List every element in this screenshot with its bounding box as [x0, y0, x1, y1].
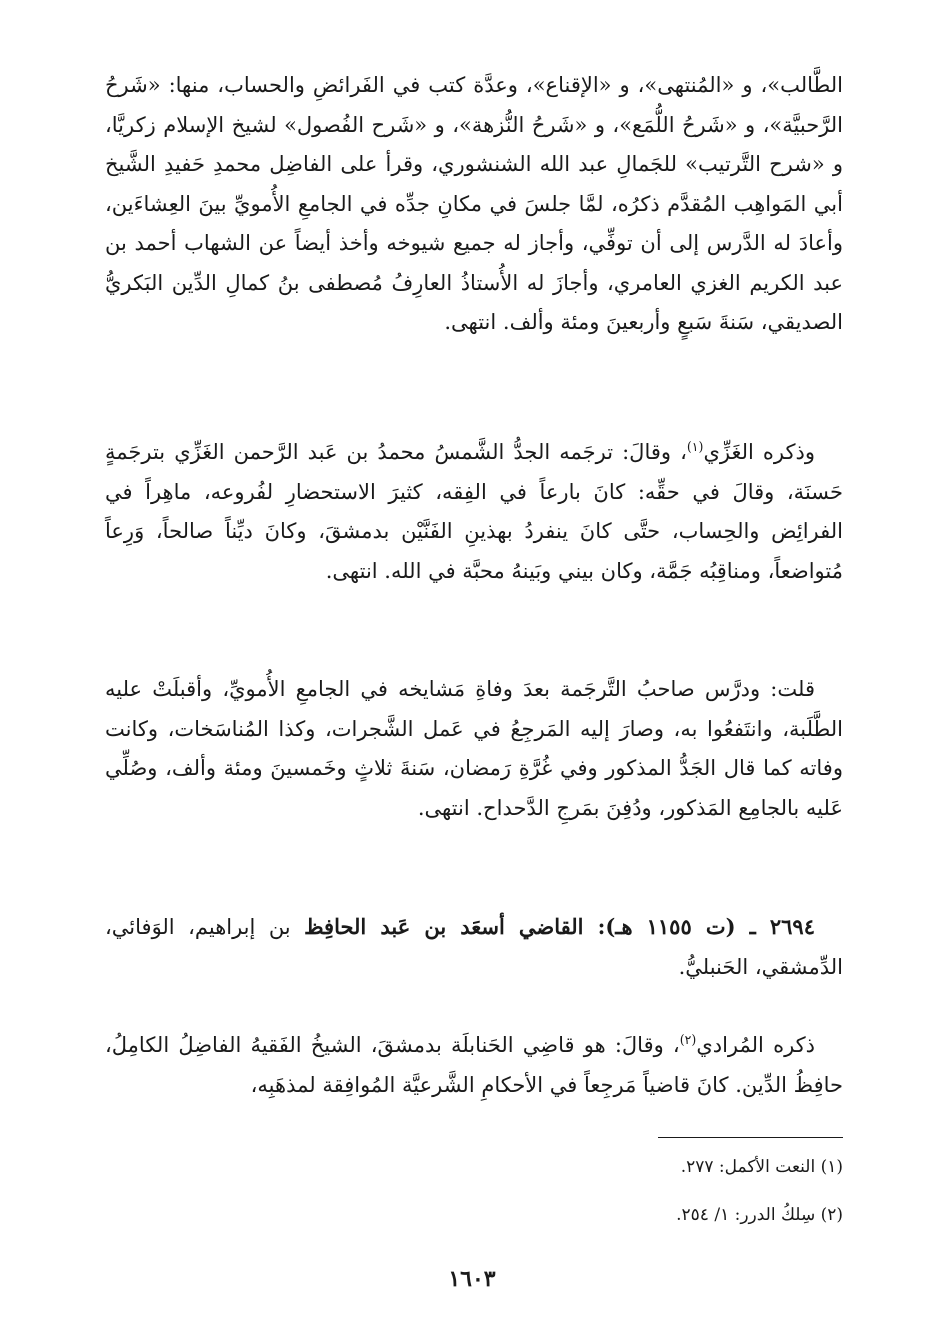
- entry-heading: [105, 907, 843, 987]
- footnote-1: (١) النعت الأكمل: ٢٧٧.: [680, 1157, 843, 1177]
- paragraph-text-rest: ، وقالَ: هو قاضِي الحَنابلَة بدمشقَ، الشيخُ الفَقيهُ الفاضِلُ الكامِلُ، حافِظُ الدِّين. كانَ قاضياً مَرجِعاً في الأحكامِ الشَّرعيَّة المُوافِقة لمذهَبِه،: [105, 1033, 843, 1097]
- paragraph-5: [105, 1026, 843, 1105]
- paragraph-text-start: وذكره الغَزِّي: [703, 440, 815, 464]
- entry-number-and-name: ٢٦٩٤ ـ (ت ١١٥٥ هـ): القاضي أسعَد بن عَبد الحافِظ: [304, 914, 815, 939]
- page-number: ١٦٠٣: [448, 1266, 496, 1292]
- paragraph-text-start: ذكره المُرادي: [696, 1033, 816, 1057]
- entry-heading-text: [105, 907, 843, 987]
- footnote-ref-2[interactable]: (٢): [679, 1032, 697, 1047]
- paragraph-text: [105, 1026, 843, 1105]
- paragraph-text: الطَّالب»، و «المُنتهى»، و «الإقناع»، وعدَّة كتب في الفَرائضِ والحساب، منها: «شَرحُ الرَّحبيَّة»، و «شَرحُ اللُّمَع»، و «شَرحُ النُّزهة»، و «شَرح الفُصول» لشيخ الإسلام زكريَّا، و «شرح التَّرتيب» للجَمالِ عبد الله الشنشوري، وقرأ على الفاضِل محمدِ حَفيدِ الشَّيخ أبي المَواهِب المُقدَّم ذكرُه، لمَّا جلسَ في مكانِ جدِّه في الجامعِ الأُمويِّ بينَ العِشاءَين، وأعادَ له الدَّرس إلى أن توفِّي، وأجاز له جميع شيوخه وأخذ أيضاً عن الشهاب أحمد بن عبد الكريم الغزي العامري، وأجازَ له الأُستاذُ العارِفُ مُصطفى بنُ كمالِ الدِّين البَكريُّ الصديقي، سَنةَ سَبعٍ وأربعينَ ومئة وألف. انتهى.: [105, 73, 843, 334]
- paragraph-2: [105, 433, 843, 591]
- paragraph-3: [105, 670, 843, 828]
- entry-lineage: بن إبراهيم، الوَفائي، الدِّمشقي، الحَنبليُّ.: [105, 915, 843, 979]
- footnote-ref-1[interactable]: (١): [686, 439, 704, 454]
- footnote-2: (٢) سِلكُ الدرر: ١/ ٢٥٤.: [676, 1205, 843, 1225]
- paragraph-text-rest: ، وقالَ: ترجَمه الجدُّ الشَّمسُ محمدُ بن عَبد الرَّحمن الغَزِّي بترجَمةٍ حَسنَة، وقالَ في حقِّه: كانَ بارعاً في الفِقه، كثيرَ الاستحضارِ لفُروعه، ماهِراً في الفرائِض والحِساب، حتَّى كانَ ينفردُ بهذينِ الفَنَّيْن بدمشقَ، وكانَ ديِّناً صالحاً، وَرِعاً مُتواضعاً، ومناقِبُه جَمَّة، وكان بيني وبَينهُ محبَّة في الله. انتهى.: [105, 440, 843, 583]
- paragraph-text: [105, 433, 843, 591]
- paragraph-1: [105, 66, 843, 343]
- footnote-divider: [658, 1137, 843, 1138]
- paragraph-text: قلت: ودرَّس صاحبُ التَّرجَمة بعدَ وفاةِ مَشايخه في الجامعِ الأُمويِّ، وأقبلَتْ عليه الطَّلَبة، وانتَفعُوا به، وصارَ إليه المَرجِعُ في عَمل الشَّجرات، وكذا المُناسَخات، وكانت وفاته كما قال الجَدُّ المذكور وفي غُرَّةِ رَمضان، سَنةَ ثلاثٍ وخَمسينَ ومئة وألف، وصُلِّي عَليه بالجامِع المَذكور، ودُفِنَ بمَرجِ الدَّحداح. انتهى.: [105, 677, 843, 820]
